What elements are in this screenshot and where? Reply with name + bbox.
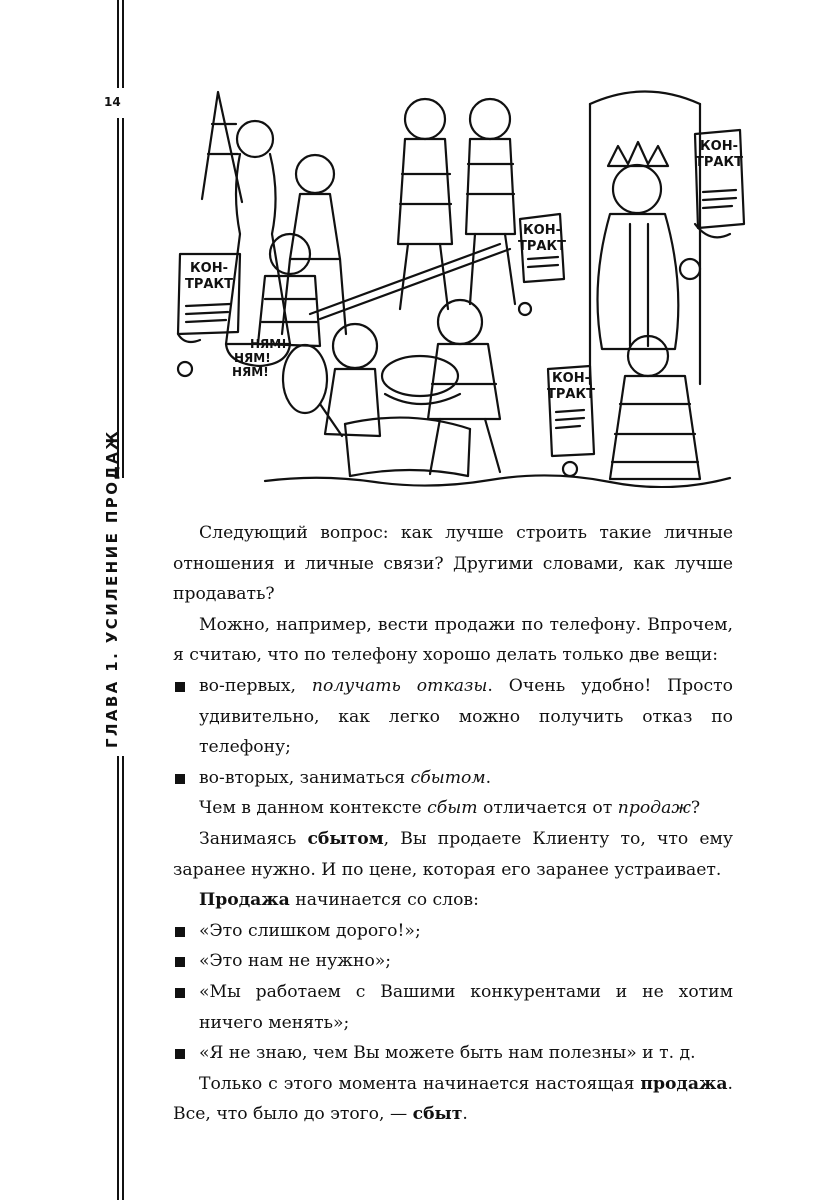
margin-rule-bottom-1 (117, 756, 119, 1200)
quote-bullet-4 (173, 1038, 733, 1069)
paragraph-4-bold: сбытом (307, 828, 384, 849)
contract-sign-center-line2: ТРАКТ (518, 239, 566, 254)
contract-sign-lower-line2: ТРАКТ (547, 387, 595, 402)
paragraph-5-part-2: начинается со слов: (289, 890, 479, 911)
paragraph-6-part-1: Только с этого момента начинается настоящая (199, 1073, 641, 1094)
quote-bullet-1 (173, 916, 733, 947)
paragraph-3-part-3: ? (690, 798, 701, 819)
running-head: ГЛАВА 1. УСИЛЕНИЕ ПРОДАЖ (103, 429, 121, 748)
bullet-2 (173, 763, 733, 794)
quote-1-text: «Это слишком дорого!»; (199, 920, 421, 941)
bullet-square-icon (173, 763, 199, 794)
paragraph-3-part-1: Чем в данном контексте (199, 798, 428, 819)
paragraph-6-part-2: . Все, что было до этого, — (173, 1073, 733, 1125)
quote-4-text: «Я не знаю, чем Вы можете быть нам полезны» и т. д. (199, 1043, 696, 1064)
paragraph-3-emphasis-2: продаж (617, 798, 691, 819)
body-text (173, 518, 733, 1130)
margin-rule-top-2 (122, 0, 124, 88)
paragraph-3 (173, 793, 733, 824)
paragraph-3-part-2: отличается от (477, 798, 618, 819)
speech-bubble-line2: НЯМ! (234, 351, 271, 365)
paragraph-3-emphasis-1: сбыт (427, 798, 478, 819)
margin-rule-mid-1 (117, 118, 119, 478)
contract-sign-right-line1: КОН- (700, 139, 738, 154)
quote-bullet-2 (173, 946, 733, 977)
paragraph-2: Можно, например, вести продажи по телефону. Впрочем, я считаю, что по телефону хорошо делать только две вещи: (173, 614, 733, 666)
paragraph-4-part-1: Занимаясь (199, 828, 308, 849)
contract-sign-left-line1: КОН- (190, 261, 228, 276)
bullet-1 (173, 671, 733, 763)
margin-rule-top-1 (117, 0, 119, 88)
bullet-square-icon (173, 977, 199, 1038)
margin-rule-bottom-2 (122, 756, 124, 1200)
margin-rule-mid-2 (122, 118, 124, 478)
bullet-2-rest: . (485, 767, 492, 788)
paragraph-6 (173, 1069, 733, 1130)
paragraph-4 (173, 824, 733, 885)
medieval-court-illustration (170, 84, 750, 488)
bullet-square-icon (173, 916, 199, 947)
quote-2-text: «Это нам не нужно»; (199, 951, 392, 972)
paragraph-4-part-2: , Вы продаете Клиенту то, что ему заранее нужно. И по цене, которая его заранее устраивает. (173, 828, 733, 880)
paragraph-6-part-3: . (462, 1104, 468, 1125)
bullet-square-icon (173, 946, 199, 977)
bullet-1-emphasis: получать отказы (311, 675, 488, 696)
bullet-2-lead: во-вторых, заниматься (199, 767, 411, 788)
bullet-1-rest: . Очень удобно! Просто удивительно, как легко можно получить отказ по телефону; (199, 675, 733, 758)
contract-sign-center-line1: КОН- (523, 223, 561, 238)
paragraph-1: Следующий вопрос: как лучше строить такие личные отношения и личные связи? Другими словами, как лучше продавать? (173, 523, 733, 605)
contract-sign-left-line2: ТРАКТ (185, 277, 233, 292)
quote-3-text: «Мы работаем с Вашими конкурентами и не хотим ничего менять»; (199, 981, 733, 1033)
paragraph-6-bold-1: продажа (640, 1073, 728, 1094)
quote-bullet-3 (173, 977, 733, 1038)
speech-bubble-line1: НЯМ! (250, 337, 287, 351)
page-number: 14 (104, 95, 121, 109)
contract-sign-right-line2: ТРАКТ (695, 155, 743, 170)
contract-sign-lower-line1: КОН- (552, 371, 590, 386)
paragraph-5 (173, 885, 733, 916)
speech-bubble-line3: НЯМ! (232, 365, 269, 379)
bullet-1-lead: во-первых, (199, 675, 312, 696)
paragraph-6-bold-2: сбыт (412, 1104, 463, 1125)
bullet-2-emphasis: сбытом (410, 767, 486, 788)
bullet-square-icon (173, 1038, 199, 1069)
bullet-square-icon (173, 671, 199, 763)
paragraph-5-bold: Продажа (199, 890, 290, 911)
